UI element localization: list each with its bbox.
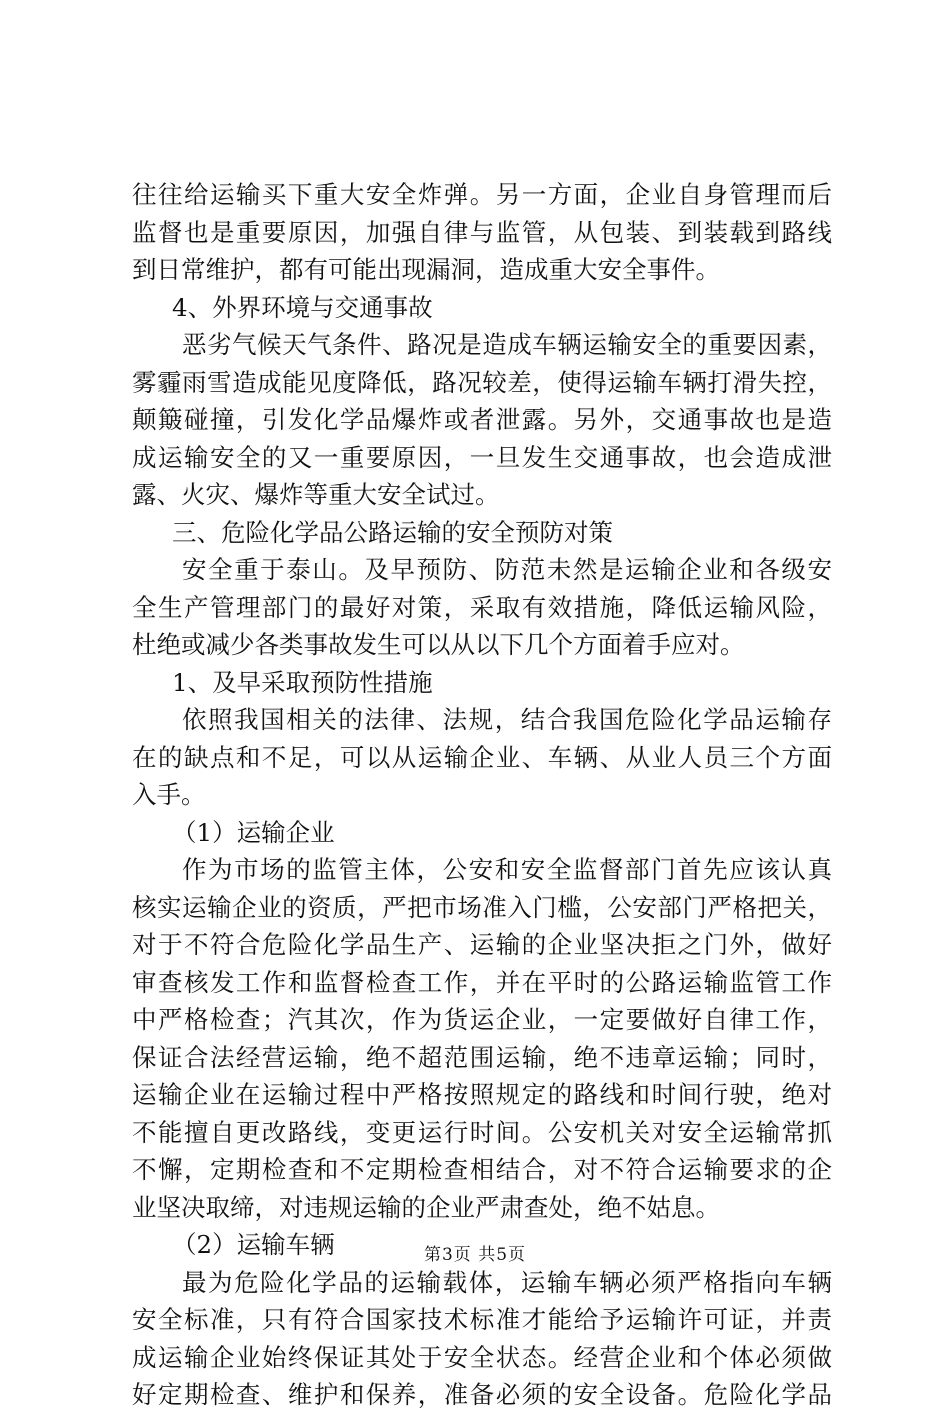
text-line: 好定期检查、维护和保养，准备必须的安全设备。危险化学品 (132, 1380, 832, 1409)
text-line: 保证合法经营运输，绝不超范围运输，绝不违章运输；同时， (132, 1042, 832, 1072)
text-line: 不懈，定期检查和不定期检查相结合，对不符合运输要求的企 (132, 1155, 832, 1184)
subsection-heading: （2）运输车辆 (172, 1230, 335, 1259)
text-line: 杜绝或减少各类事故发生可以从以下几个方面着手应对。 (132, 630, 745, 659)
page-footer: 第3页 共5页 (423, 1245, 527, 1265)
text-line: 到日常维护，都有可能出现漏洞，造成重大安全事件。 (132, 255, 720, 284)
text-line: 最为危险化学品的运输载体，运输车辆必须严格指向车辆 (182, 1267, 832, 1297)
text-line: 不能擅自更改路线，变更运行时间。公安机关对安全运输常抓 (132, 1117, 832, 1147)
text-line: 业坚决取缔，对违规运输的企业严肃查处，绝不姑息。 (132, 1192, 720, 1222)
section-heading: 4、外界环境与交通事故 (172, 292, 433, 322)
text-line: 运输企业在运输过程中严格按照规定的路线和时间行驶，绝对 (132, 1080, 832, 1109)
text-line: 成运输企业始终保证其处于安全状态。经营企业和个体必须做 (132, 1342, 832, 1372)
section-heading: 三、危险化学品公路运输的安全预防对策 (172, 517, 613, 547)
text-line: 安全重于泰山。及早预防、防范未然是运输企业和各级安 (182, 555, 832, 584)
text-line: 颠簸碰撞，引发化学品爆炸或者泄露。另外，交通事故也是造 (132, 405, 832, 434)
document-body (132, 176, 832, 1414)
text-line: 中严格检查；汽其次，作为货运企业，一定要做好自律工作， (132, 1005, 832, 1034)
text-line: 成运输安全的又一重要原因，一旦发生交通事故，也会造成泄 (132, 442, 832, 472)
text-line: 全生产管理部门的最好对策，采取有效措施，降低运输风险， (132, 592, 832, 622)
text-line: 露、火灾、爆炸等重大安全试过。 (132, 480, 500, 509)
text-line: 依照我国相关的法律、法规，结合我国危险化学品运输存 (182, 705, 832, 734)
text-line: 对于不符合危险化学品生产、运输的企业坚决拒之门外，做好 (132, 930, 832, 959)
text-line: 恶劣气候天气条件、路况是造成车辆运输安全的重要因素， (182, 330, 832, 359)
subsection-heading: （1）运输企业 (172, 817, 335, 847)
text-line: 雾霾雨雪造成能见度降低，路况较差，使得运输车辆打滑失控， (132, 367, 832, 397)
section-heading: 1、及早采取预防性措施 (172, 667, 433, 697)
text-line: 审查核发工作和监督检查工作，并在平时的公路运输监管工作 (132, 967, 832, 997)
text-line: 核实运输企业的资质，严把市场准入门槛，公安部门严格把关， (132, 892, 832, 922)
text-line: 作为市场的监管主体，公安和安全监督部门首先应该认真 (182, 855, 832, 884)
text-line: 入手。 (132, 780, 206, 809)
text-line: 安全标准，只有符合国家技术标准才能给予运输许可证，并责 (132, 1305, 832, 1334)
text-line: 监督也是重要原因，加强自律与监管，从包装、到装载到路线 (132, 217, 832, 247)
text-line: 往往给运输买下重大安全炸弹。另一方面，企业自身管理而后 (132, 180, 832, 209)
text-line: 在的缺点和不足，可以从运输企业、车辆、从业人员三个方面 (132, 742, 832, 772)
